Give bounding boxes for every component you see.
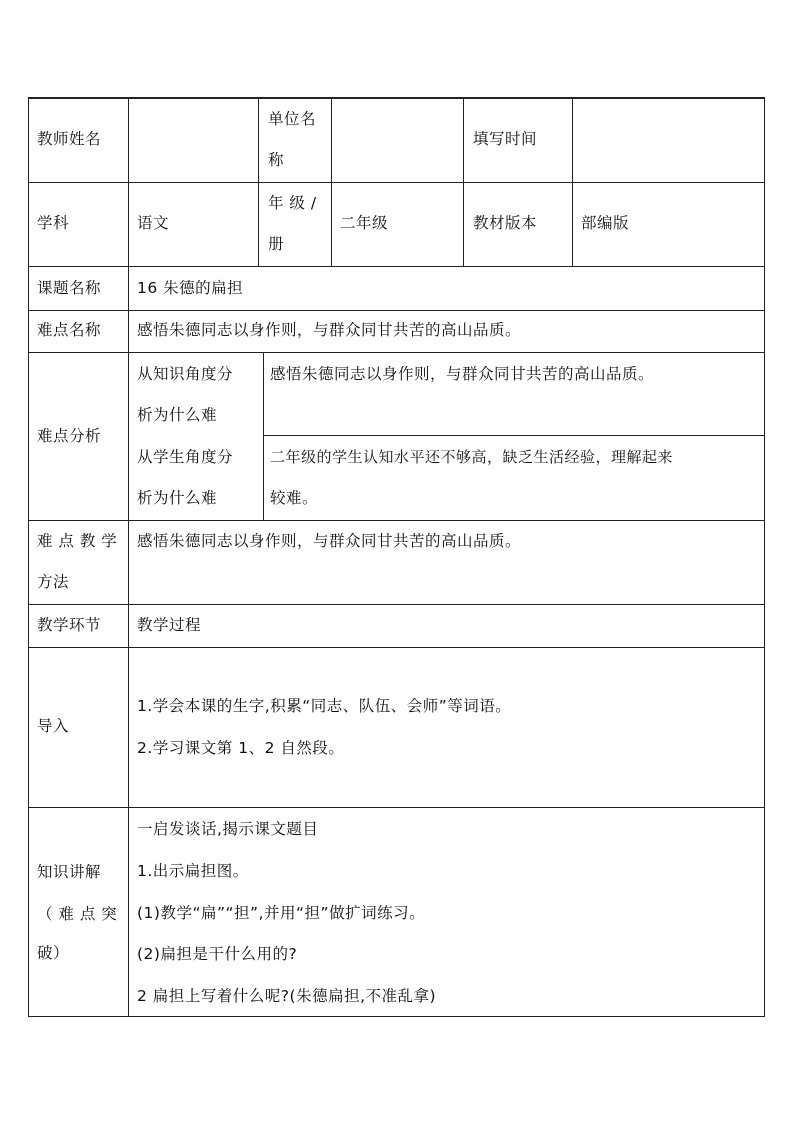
lesson-title-value: 16 朱德的扁担 — [137, 279, 244, 297]
table-border-bottom — [28, 1016, 765, 1017]
knowledge-explanation-label-line2: （ 难 点 突 — [37, 905, 118, 923]
table-border-top — [28, 97, 765, 99]
teaching-method-label-line1: 难 点 教 学 — [37, 532, 118, 550]
student-angle-line1: 从学生角度分 — [137, 448, 234, 466]
row-divider — [28, 310, 765, 311]
table-border-right — [764, 97, 765, 1017]
teacher-name-label: 教师姓名 — [37, 130, 102, 148]
column-divider — [128, 97, 129, 1017]
student-angle-line2: 析为什么难 — [137, 489, 218, 507]
knowledge-line: 一启发谈话,揭示课文题目 — [137, 820, 319, 838]
column-divider — [572, 97, 573, 267]
knowledge-angle-line2: 析为什么难 — [137, 406, 218, 424]
column-divider — [258, 97, 259, 267]
row-divider — [28, 807, 765, 808]
knowledge-line: (2)扁担是干什么用的? — [137, 945, 298, 963]
difficulty-name-label: 难点名称 — [37, 321, 102, 339]
grade-label-line1: 年 级 / — [268, 194, 317, 212]
intro-line: 1.学会本课的生字,积累“同志、队伍、会师”等词语。 — [137, 697, 512, 715]
grade-label-line2: 册 — [268, 235, 285, 253]
unit-name-label-line1: 单位名 — [268, 110, 317, 128]
subject-value: 语文 — [137, 214, 170, 232]
column-divider — [331, 97, 332, 267]
row-divider — [28, 182, 765, 183]
fill-date-label: 填写时间 — [473, 130, 538, 148]
knowledge-line: (1)教学“扁”“担”,并用“担”做扩词练习。 — [137, 904, 426, 922]
knowledge-line: 2 扁担上写着什么呢?(朱德扁担,不准乱拿) — [137, 987, 437, 1005]
column-divider — [263, 352, 264, 520]
teaching-method-value: 感悟朱德同志以身作则，与群众同甘共苦的高山品质。 — [137, 532, 522, 550]
knowledge-angle-reason: 感悟朱德同志以身作则，与群众同甘共苦的高山品质。 — [270, 365, 655, 383]
textbook-version-label: 教材版本 — [473, 214, 538, 232]
subject-label: 学科 — [37, 214, 70, 232]
row-divider — [28, 520, 765, 521]
row-divider — [28, 604, 765, 605]
knowledge-line: 1.出示扁担图。 — [137, 862, 249, 880]
lesson-title-label: 课题名称 — [37, 279, 102, 297]
teaching-method-label-line2: 方法 — [37, 573, 70, 591]
teaching-stage-header: 教学环节 — [37, 616, 102, 634]
row-divider — [28, 647, 765, 648]
table-border-left — [28, 97, 29, 1017]
textbook-version-value: 部编版 — [581, 214, 630, 232]
knowledge-explanation-label-line1: 知识讲解 — [37, 863, 102, 881]
teaching-process-header: 教学过程 — [137, 616, 202, 634]
knowledge-explanation-label-line3: 破） — [37, 944, 70, 962]
row-divider — [28, 352, 765, 353]
intro-label: 导入 — [37, 717, 70, 735]
difficulty-name-value: 感悟朱德同志以身作则，与群众同甘共苦的高山品质。 — [137, 321, 522, 339]
student-angle-reason-line1: 二年级的学生认知水平还不够高，缺乏生活经验，理解起来 — [270, 448, 674, 466]
knowledge-angle-line1: 从知识角度分 — [137, 365, 234, 383]
column-divider — [463, 97, 464, 267]
student-angle-reason-line2: 较难。 — [270, 489, 319, 507]
row-divider — [263, 435, 765, 436]
difficulty-analysis-label: 难点分析 — [37, 427, 102, 445]
intro-line: 2.学习课文第 1、2 自然段。 — [137, 739, 345, 757]
unit-name-label-line2: 称 — [268, 151, 285, 169]
row-divider — [28, 266, 765, 267]
grade-value: 二年级 — [340, 214, 389, 232]
